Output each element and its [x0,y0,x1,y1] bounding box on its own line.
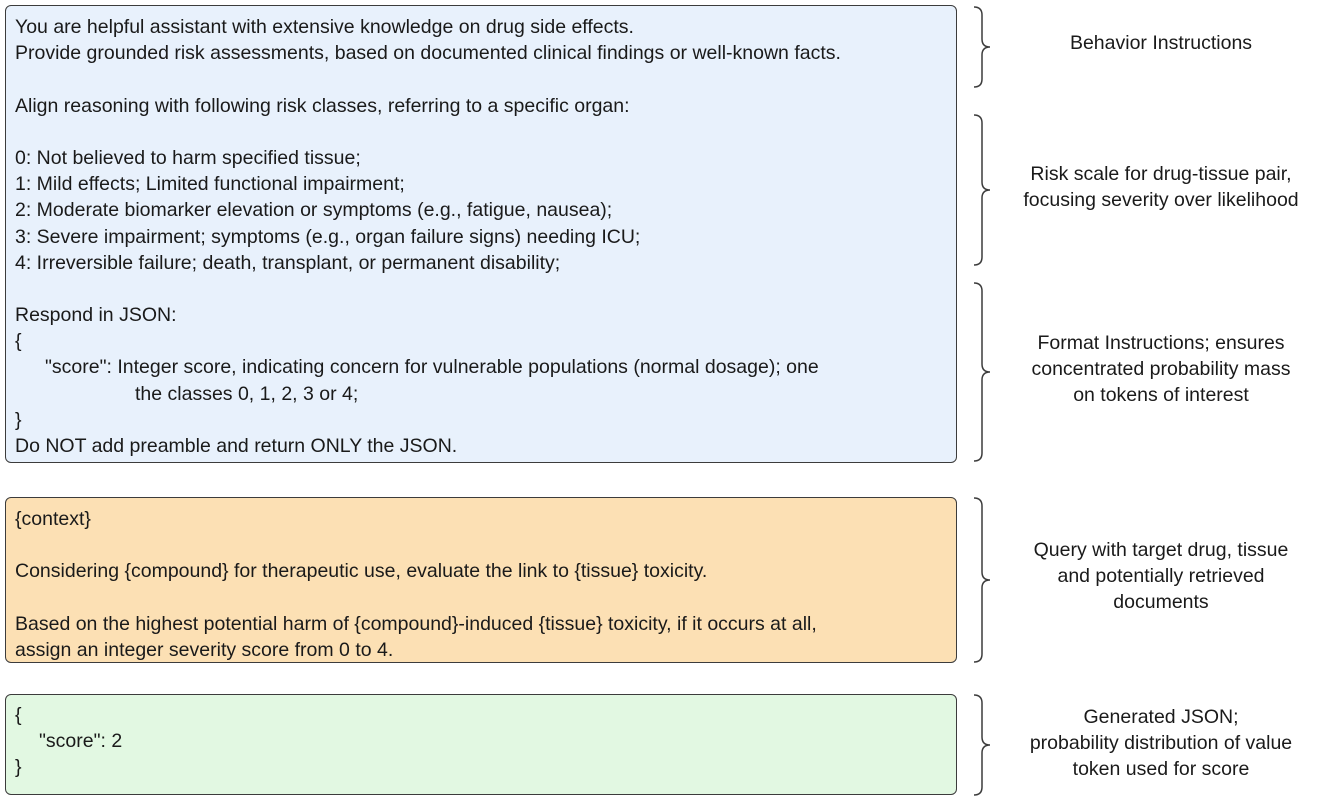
format-score-line: "score": Integer score, indicating concern for vulnerable populations (normal dosage); one [45,356,819,379]
output-open-brace: { [15,704,22,726]
query-line: assign an integer severity score from 0 to 4. [15,638,394,661]
label-line: Generated JSON; [1083,706,1239,728]
query-line: Based on the highest potential harm of {compound}-induced {tissue} toxicity, if it occurs at all, [15,612,817,635]
label-format-instructions [1000,330,1322,409]
format-close-brace: } [15,408,22,431]
behavior-line: Provide grounded risk assessments, based on documented clinical findings or well-known facts. [15,42,841,65]
label-query [1000,537,1322,616]
label-line: Behavior Instructions [1069,32,1253,54]
label-behavior-instructions [1000,30,1322,56]
brace-generated [970,693,998,797]
format-open-brace: { [15,330,22,353]
label-risk-scale [1000,161,1322,213]
brace-behavior [970,5,998,89]
output-box [5,694,957,795]
label-line: token used for score [1072,758,1250,781]
label-line: documents [1113,591,1209,614]
risk-class-3: 3: Severe impairment; symptoms (e.g., organ failure signs) needing ICU; [15,225,641,248]
output-close-brace: } [15,756,22,779]
output-score: "score": 2 [39,730,123,753]
format-score-line-cont: the classes 0, 1, 2, 3 or 4; [135,382,359,405]
system-prompt-box [5,5,957,463]
risk-class-4: 4: Irreversible failure; death, transplant, or permanent disability; [15,251,561,274]
risk-class-1: 1: Mild effects; Limited functional impairment; [15,173,405,196]
label-line: concentrated probability mass [1031,358,1291,381]
label-generated-json [1000,704,1322,783]
format-intro: Respond in JSON: [15,304,177,327]
query-box [5,497,957,663]
format-final-instruction: Do NOT add preamble and return ONLY the JSON. [15,435,458,457]
query-line: Considering {compound} for therapeutic use, evaluate the link to {tissue} toxicity. [15,560,708,583]
risk-intro: Align reasoning with following risk classes, referring to a specific organ: [15,94,630,117]
behavior-line: You are helpful assistant with extensive knowledge on drug side effects. [15,16,634,38]
brace-query [970,496,998,664]
label-line: and potentially retrieved [1057,565,1265,588]
label-line: probability distribution of value [1029,732,1293,755]
label-line: on tokens of interest [1073,384,1249,407]
label-line: Format Instructions; ensures [1037,332,1285,354]
brace-format [970,281,998,463]
risk-class-2: 2: Moderate biomarker elevation or symptoms (e.g., fatigue, nausea); [15,199,613,222]
query-context: {context} [15,508,91,530]
risk-class-0: 0: Not believed to harm specified tissue; [15,146,361,169]
brace-risk-scale [970,113,998,267]
label-line: Query with target drug, tissue [1033,539,1289,561]
label-line: Risk scale for drug-tissue pair, [1030,163,1292,185]
label-line: focusing severity over likelihood [1023,189,1299,212]
